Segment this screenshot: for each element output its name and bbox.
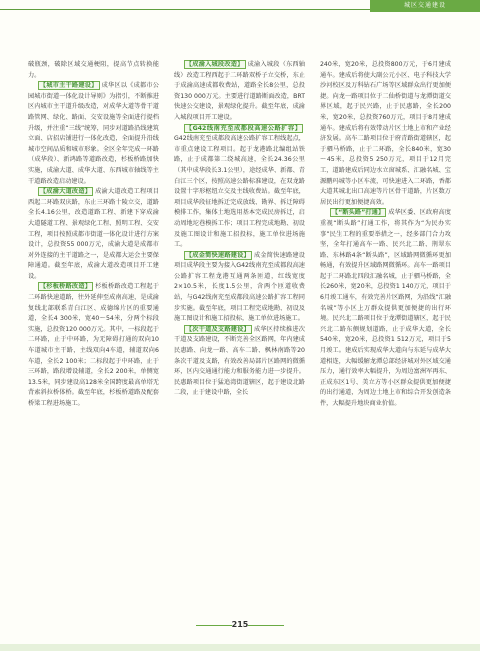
header-bar	[0, 0, 480, 12]
text-column-2	[174, 60, 305, 590]
paragraph	[174, 124, 305, 251]
paragraph-text: 杉板桥路改造工程起于二环路快速道路，往外延伸至成南高速，是成渝复线北部联系青白江区、成德绵片区的重要通道，全长4 300米，宽40～54米，分两个标段实施，总投资120 000万元。其中，一标段起于二环路，止于中环路，为无障碍打通的双向10车道城市主干路，主线双向4车道，辅道双向6车道，全长2 100米；二标段起于中环路，止于三环路，路段增设辅道，全长2 200米，单侧宽13.5米，同步建设高128米全国跨度最高单塔无背索斜拉桥体桥。截至年底，杉板桥道路及配套桥梁工程进场施工。	[28, 283, 159, 407]
paragraph	[28, 187, 159, 282]
paragraph	[28, 282, 159, 409]
text-column-1	[28, 60, 159, 590]
section-heading-tag: 【成渝大道改造】	[39, 188, 92, 196]
paragraph-text: 成华区以《成都市公园城市街道一体化设计导则》为指引，不断推进区内城市主干道升级改造，对成华大道等骨干道路管网、绿化、路面、交安设施等全面进行提档升级，并注重“三线”统筹，同步对道路沿线建筑立面、店招店铺进行一体化改造，全面提升沿线城市空间品质和城市形象。全区全年完成一环路（成华段）、新鸿路等道路改造，杉板桥路加快实施，成渝大道、成华大道、东西城市轴线等主干道路改造启动建设。	[28, 82, 159, 185]
paragraph-text: 成渝大道改造工程项目西起二环路双庆路，东止三环路十陵立交，道路全长4.16公里，改造道路工程、新建下穿成渝大道隧道工程、景观绿化工程、照明工程、交安工程，项目按照成都市街道一体化设计进行方案设计，总投资55 000万元，成渝大道是成都市对外连接的主干道路之一，是成都大运会主要保障通道。截至年底，成渝大道改造项目开工建设。	[28, 188, 159, 280]
section-heading-tag: 【G42线南充至成都段高速公路扩容】	[185, 124, 301, 132]
paragraph	[174, 60, 305, 124]
paragraph	[320, 208, 451, 409]
paragraph	[28, 81, 159, 187]
paragraph-text: 成华区持续推进次干道及支路建设，不断完善全区路网，年内建成民惠路、向龙一路、高车二路、枫林南路等20条次干道及支路，有效改善局部片区路网的微循环，区内交通通行能力和服务能力进一步提升。民惠路项目位于猛追湾街道辖区，起于建设北路二段，止于建设中路，全长	[174, 325, 305, 397]
section-title: 城区交通建设	[370, 0, 480, 12]
paragraph-text: 成金简快速路建设项目成华段主要为接入G42线南充至成都段高速公路扩容工程龙港互通两条匝道，红线宽度2×10.5米，长度1.5公里，含两个匝道收费站，与G42线南充至成都段高速公路扩容工程同步实施。截至年底，项目工程完成地勘、初设及施工图设计和施工招投标，施工单位进场施工。	[174, 251, 305, 323]
section-heading-tag: 【“断头路”打通】	[331, 209, 385, 217]
footer-bar	[0, 644, 480, 651]
paragraph	[320, 60, 451, 208]
paragraph	[174, 251, 305, 325]
page-number: 215	[231, 620, 249, 629]
section-heading-tag: 【成渝入城段改造】	[185, 61, 244, 68]
paragraph-text: 破瓶颈，破除区域交通梗阻，提高节点转换能力。	[28, 61, 159, 79]
section-heading-tag: 【成金简快速路建设】	[185, 251, 250, 259]
section-heading-tag: 【城市主干路建设】	[39, 82, 98, 90]
paragraph-text: 成渝入城段（东西轴线）改造工程西起于二环路双桥子立交桥，东止于成渝高速成都收费站，道路全长8公里，总投资130 000万元。主要进行道路断面改造，BRT快速公交建设，景观绿化提升。截至年底，成渝入城段项目开工建设。	[174, 61, 305, 121]
paragraph	[174, 325, 305, 399]
paragraph-text: G42线南充至成都段高速公路扩容工程线起点，市重点建设工程项目。起于龙港路北编组站铁路，止于成都第二绕城高速，全长24.36公里（其中成华段长3.1公里），途经成华、新都、青白江三个区，按照高速公路标准建设，在双龙路设置十字形枢纽立交及主线收费站。截至年底，项目成华段征地拆迁完成放线、勘界、拆迁障碍模排工作，集体土地选用基本完成民房拆迁，启动周地坨巷模拆工作；项目工程完成地勘、初设及施工图设计和施工招投标，施工单位进场施工。	[174, 135, 305, 249]
paragraph-text: 240米，宽20米，总投资800万元，于6月建成通车。建成后将使大副公元小区、电子科技大学沙河校区及万科钻石广场等区域群众出行更加便捷。向龙一路项目位于二仙桥街道与龙潭街道交界区域，起于民兴路，止于民惠路，全长200米，宽20米，总投资760万元，项目于8月建成通车。建成后将有效带动片区土地上市和产业经济发展。高车二路项目位于府青路街道辖区，起于驷马桥路，止于二环路，全长840米，宽30～45米，总投资5 250万元，项目于12月完工，道路建成后同边水立窗城系、汇融名城、宝源鹏玛城等小区车流，可快速进入二环路，香都大道其城北出口高速等片区骨干道路，片区数万居民出行更加便捷高效。	[320, 61, 451, 206]
section-heading-tag: 【次干道及支路建设】	[185, 325, 250, 333]
paragraph-text: 成华区委、区政府高度重视“断头路”打通工作，将其作为“为民办实事”民生工程的重要举措之一，经多部门合力攻坚，全年打通高车一路、民兴北二路、荆翠东路、东林路4条“断头路”，区域路网微循环更加畅通，有效提升区域路网微循环。高车一路项目起于二环路北四段汇融名城，止于驷马桥路，全长260米，宽20米，总投资1 140万元，项目于6月竣工通车，有效完善片区路网，为沿线“汇融名城”等小区上万群众提供更加便捷的出行环境。民兴北二路项目位于龙潭街道辖区，起于民兴北二路东侧规划道路，止于成华大道，全长540米，宽20米，总投资1 512万元，项目于5月竣工。建成后实现成华大道向与东延与成华大道相连，大幅缓解龙潭总部经济城对外区域交通压力，通行效率大幅提升，为周边富洲军再东、正成东区1号、美立方等小区群众提供更加便捷的出行通道，为周边土地上市和综合开发创造条件，大幅提升地块商业价值。	[320, 209, 451, 407]
paragraph	[28, 60, 159, 81]
page-number-rule-right	[248, 625, 284, 626]
section-heading-tag: 【杉板桥路改造】	[39, 283, 92, 291]
text-column-3	[320, 60, 451, 590]
